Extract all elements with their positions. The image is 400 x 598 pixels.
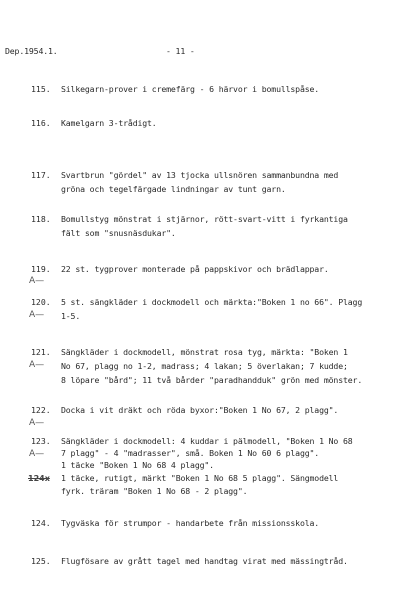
entry-text-line: fält som "snusnäsdukar". xyxy=(61,228,176,238)
entry-text-line: Kamelgarn 3-trådigt. xyxy=(61,118,157,128)
entry-text-line: 1 täcke, rutigt, märkt "Boken 1 No 68 5 plagg". Sängmodell xyxy=(61,473,339,483)
entry-text-line: 1 täcke "Boken 1 No 68 4 plagg". xyxy=(61,460,214,470)
entry-number: 115. xyxy=(31,84,51,94)
entry-text-line: 7 plagg" - 4 "madrasser", små. Boken 1 No 60 6 plagg". xyxy=(61,448,320,458)
entry-number: 118. xyxy=(31,214,51,224)
entry-number: 122. xyxy=(31,405,51,415)
margin-mark: A— xyxy=(29,360,45,370)
entry-text-line: No 67, plagg no 1-2, madrass; 4 lakan; 5 överlakan; 7 kudde; xyxy=(61,361,348,371)
margin-mark: A— xyxy=(29,418,45,428)
entry-text-line: 5 st. sängkläder i dockmodell och märkta:"Boken 1 no 66". Plagg xyxy=(61,297,363,307)
margin-mark: A— xyxy=(29,276,45,286)
entry-number: 120. xyxy=(31,297,51,307)
entry-text-line: Sängkläder i dockmodell, mönstrat rosa tyg, märkta: "Boken 1 xyxy=(61,347,348,357)
entry-number: 125. xyxy=(31,556,51,566)
margin-mark: A— xyxy=(29,449,45,459)
entry-text-line: Docka i vit dräkt och röda byxor:"Boken 1 No 67, 2 plagg". xyxy=(61,405,339,415)
entry-text-line: 8 löpare "bård"; 11 två bårder "paradhandduk" grön med mönster. xyxy=(61,375,363,385)
entry-number: 116. xyxy=(31,118,51,128)
entry-text-line: Tygväska för strumpor - handarbete från missionsskola. xyxy=(61,518,320,528)
entry-text-line: Bomullstyg mönstrat i stjärnor, rött-svart-vitt i fyrkantiga xyxy=(61,214,348,224)
entry-text-line: Svartbrun "gördel" av 13 tjocka ullsnören sammanbundna med xyxy=(61,170,339,180)
entry-text-line: Sängkläder i dockmodell: 4 kuddar i pälmodell, "Boken 1 No 68 xyxy=(61,436,353,446)
department-ref: Dep.1954.1. xyxy=(5,46,58,56)
entry-number: 117. xyxy=(31,170,51,180)
entry-number: 119. xyxy=(31,264,51,274)
entry-number: 124. xyxy=(31,518,51,528)
entry-text-line: 1-5. xyxy=(61,311,81,321)
entry-text-line: Silkegarn-prover i cremefärg - 6 härvor i bomullspåse. xyxy=(61,84,320,94)
entry-number: 121. xyxy=(31,347,51,357)
entry-number: 123. xyxy=(31,436,51,446)
entry-text-line: 22 st. tygprover monterade på pappskivor och brädlappar. xyxy=(61,264,329,274)
margin-mark: A— xyxy=(29,310,45,320)
struck-number-mark: 124x xyxy=(28,474,50,483)
page-number: - 11 - xyxy=(166,46,195,56)
entry-text-line: fyrk. träram "Boken 1 No 68 - 2 plagg". xyxy=(61,486,248,496)
entry-text-line: gröna och tegelfärgade lindningar av tunt garn. xyxy=(61,184,286,194)
entry-text-line: Flugfösare av grått tagel med handtag virat med mässingtråd. xyxy=(61,556,348,566)
